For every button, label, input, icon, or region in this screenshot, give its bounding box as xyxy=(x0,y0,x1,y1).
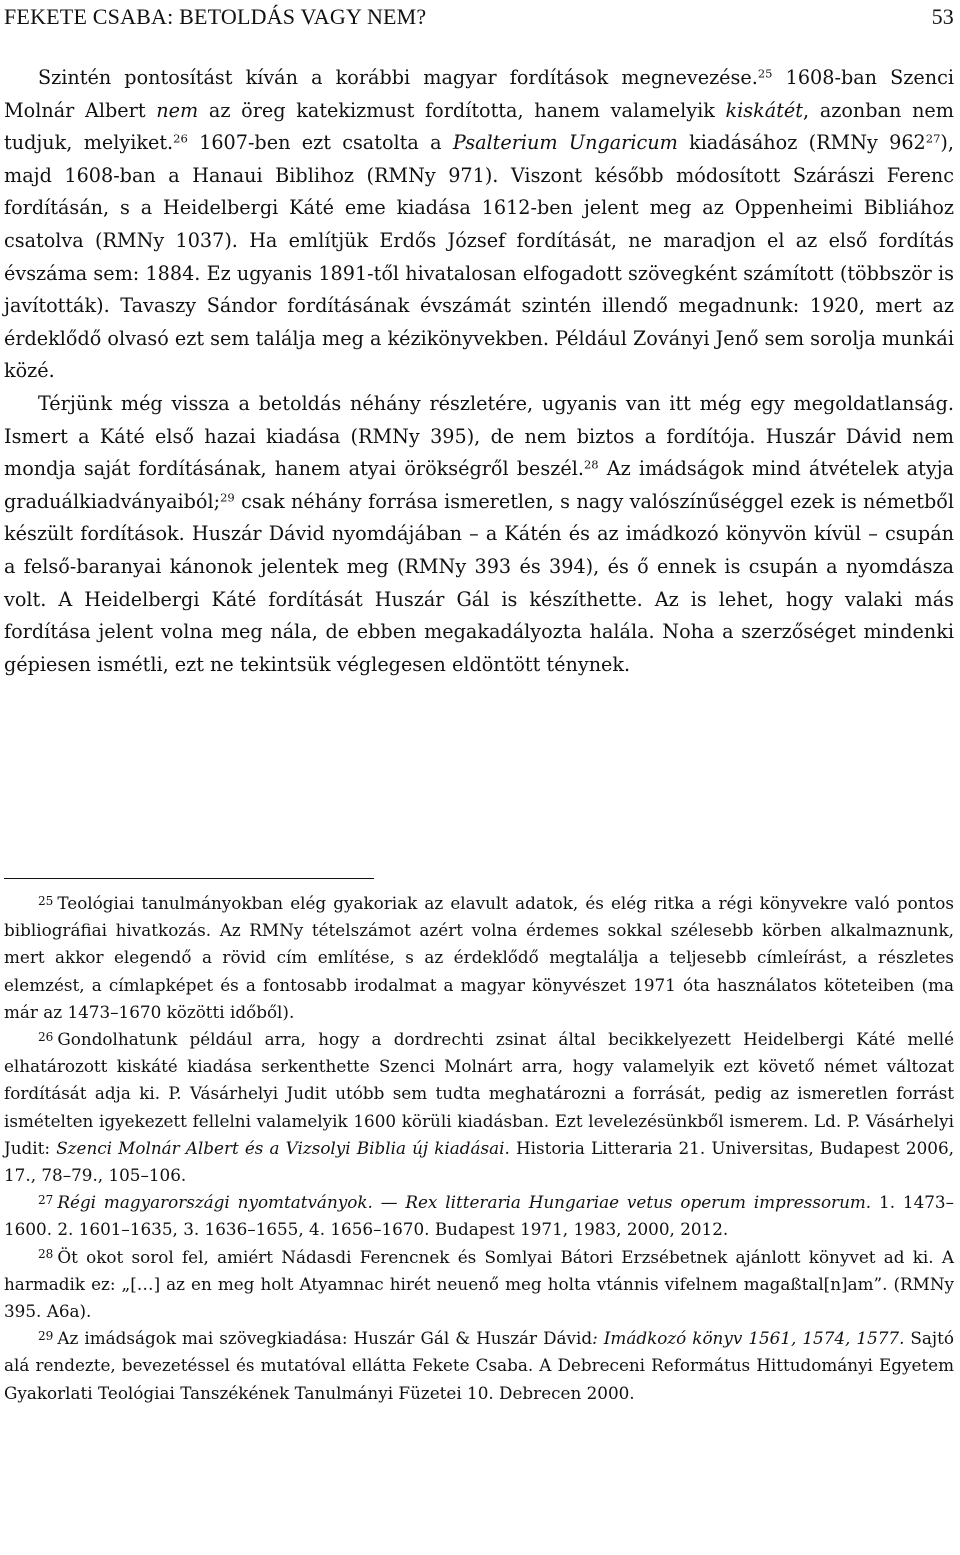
cited-title: Szenci Molnár Albert és a Vizsolyi Biblia új kiadásai xyxy=(56,1137,505,1158)
footnote-text: Gondolhatunk például arra, hogy a dordrechti zsinat által becikkelyezett Heidelbergi Káté mellé elhatározott kiskáté kiadása serkenthette Szenci Molnárt arra, hogy valamelyik ezt követő német változat fordítását adja ki. P. Vásárhelyi Judit utóbb sem tudta meghatározni a forrását, pedig az ismeretlen forrást ismételten igyekezett fellelni valamelyik 1600 körüli kiadásban. Ezt levelezésünkből ismerem. Ld. P. Vásárhelyi Judit: xyxy=(4,1029,954,1158)
footnote-text: . Historia Litteraria 21. Universitas, Budapest 2006, 17., 78–79., 105–106. xyxy=(4,1137,954,1186)
footnote-number: 26 xyxy=(38,1029,54,1044)
footnote-ref-28[interactable]: 28 xyxy=(583,457,599,472)
footnote-ref-29[interactable]: 29 xyxy=(220,490,235,505)
text-run: Térjünk még vissza a betoldás néhány részletére, ugyanis van itt még egy megoldatlanság. Ismert a Káté első hazai kiadása (RMNy 395), de nem biztos a fordítója. Huszár Dávid nem mondja saját fordításának, hanem atyai örökségről beszél. xyxy=(4,391,954,481)
page-number: 53 xyxy=(931,4,954,29)
footnote-text: Sajtó alá rendezte, bevezetéssel és mutatóval ellátta Fekete Csaba. A Debreceni Református Hittudományi Egyetem Gyakorlati Teológiai Tanszékének Tanulmányi Füzetei 10. Debrecen 2000. xyxy=(4,1328,954,1403)
footnote-ref-27[interactable]: 27 xyxy=(925,131,941,146)
footnote-29 xyxy=(4,1325,954,1407)
text-run: 1608-ban Szenci Molnár Albert xyxy=(4,66,954,122)
footnote-number: 27 xyxy=(38,1193,54,1208)
emphasis: nem xyxy=(156,98,199,122)
footnote-number: 29 xyxy=(38,1329,54,1344)
paragraph-1 xyxy=(4,62,954,388)
footnote-text: 1. 1473–1600. 2. 1601–1635, 3. 1636–1655, 4. 1656–1670. Budapest 1971, 1983, 2000, 2012. xyxy=(4,1192,954,1240)
footnote-ref-26[interactable]: 26 xyxy=(173,131,188,146)
footnote-text: Öt okot sorol fel, amiért Nádasdi Ferencnek és Somlyai Bátori Erzsébetnek ajánlott könyvet ad ki. A harmadik ez: „[…] az en meg holt Atyamnac hirét neuenő meg holta vtánnis vifelnem magaßtal[n]am”. (RMNy 395. A6a). xyxy=(4,1246,954,1322)
text-run: Szintén pontosítást kíván a korábbi magyar fordítások megnevezése. xyxy=(38,66,758,89)
footnote-text: Az imádságok mai szövegkiadása: Huszár Gál & Huszár Dávid xyxy=(57,1328,593,1349)
running-title: FEKETE CSABA: BETOLDÁS VAGY NEM? xyxy=(4,4,427,29)
footnote-28 xyxy=(4,1244,954,1326)
footnote-ref-25[interactable]: 25 xyxy=(757,66,773,81)
footnote-text: Teológiai tanulmányokban elég gyakoriak az elavult adatok, és elég ritka a régi könyvekre való pontos bibliográfiai hivatkozás. Az RMNy tételszámot azért volna érdemes sokkal szélesebb körben alkalmaznunk, mert akkor elegendő a rövid cím említése, s az érdeklődő megtalálja a teljesebb címleírást, a részletes elemzést, a címlapképet és a fontosabb irodalmat a magyar könyvészet 1971 óta használatos köteteiben (ma már az 1473–1670 közötti időből). xyxy=(4,893,954,1022)
paragraph-2 xyxy=(4,388,954,681)
running-header xyxy=(4,4,954,40)
main-text xyxy=(4,62,954,681)
cited-title: Régi magyarországi nyomtatványok. — Rex litteraria Hungariae vetus operum impressorum. xyxy=(57,1192,872,1213)
footnote-26 xyxy=(4,1026,954,1189)
text-run: ), majd 1608-ban a Hanaui Biblihoz (RMNy 971). Viszont később módosított Szárászi Ferenc fordításán, s a Heidelbergi Káté eme kiadása 1612-ben jelent meg az Oppenheimi Bibliához csatolva (RMNy 1037). Ha említjük Erdős József fordítását, ne maradjon el az első fordítás évszáma sem: 1884. Ez ugyanis 1891-től hivatalosan elfogadott szövegként számított (többször is javították). Tavaszy Sándor fordításának évszámát szintén illendő megadnunk: 1920, mert az érdeklődő olvasó ezt sem találja meg a kézikönyvekben. Például Zoványi Jenő sem sorolja munkái közé. xyxy=(4,131,955,383)
text-run: Az imádságok mind átvételek atyja graduálkiadványaiból; xyxy=(4,457,954,513)
text-run: , azonban nem tudjuk, melyiket. xyxy=(4,98,954,155)
text-run: 1607-ben ezt csatolta a xyxy=(187,131,453,155)
footnotes xyxy=(4,890,954,1407)
text-run: kiadásához (RMNy 962 xyxy=(677,131,926,155)
footnote-27 xyxy=(4,1189,954,1243)
footnote-25 xyxy=(4,890,954,1026)
text-run: az öreg katekizmust fordította, hanem valamelyik xyxy=(198,98,726,122)
footnote-divider xyxy=(4,878,374,879)
cited-title: : Imádkozó könyv 1561, 1574, 1577. xyxy=(592,1328,905,1349)
footnote-number: 25 xyxy=(38,893,54,908)
text-run: csak néhány forrása ismeretlen, s nagy valószínűséggel ezek is németből készült fordítások. Huszár Dávid nyomdájában – a Kátén és az imádkozó könyvön kívül – csupán a felső-baranyai kánonok jelentek meg (RMNy 393 és 394), és ő ennek is csupán a nyomdásza volt. A Heidelbergi Káté fordítását Huszár Gál is készíthette. Az is lehet, hogy valaki más fordítása jelent volna meg nála, de ebben megakadályozta halála. Noha a szerzőséget mindenki gépiesen ismétli, ezt ne tekintsük véglegesen eldöntött ténynek. xyxy=(4,489,954,676)
emphasis: Psalterium Ungaricum xyxy=(452,131,678,155)
footnote-number: 28 xyxy=(38,1247,54,1262)
emphasis: kiskátét xyxy=(725,98,803,122)
